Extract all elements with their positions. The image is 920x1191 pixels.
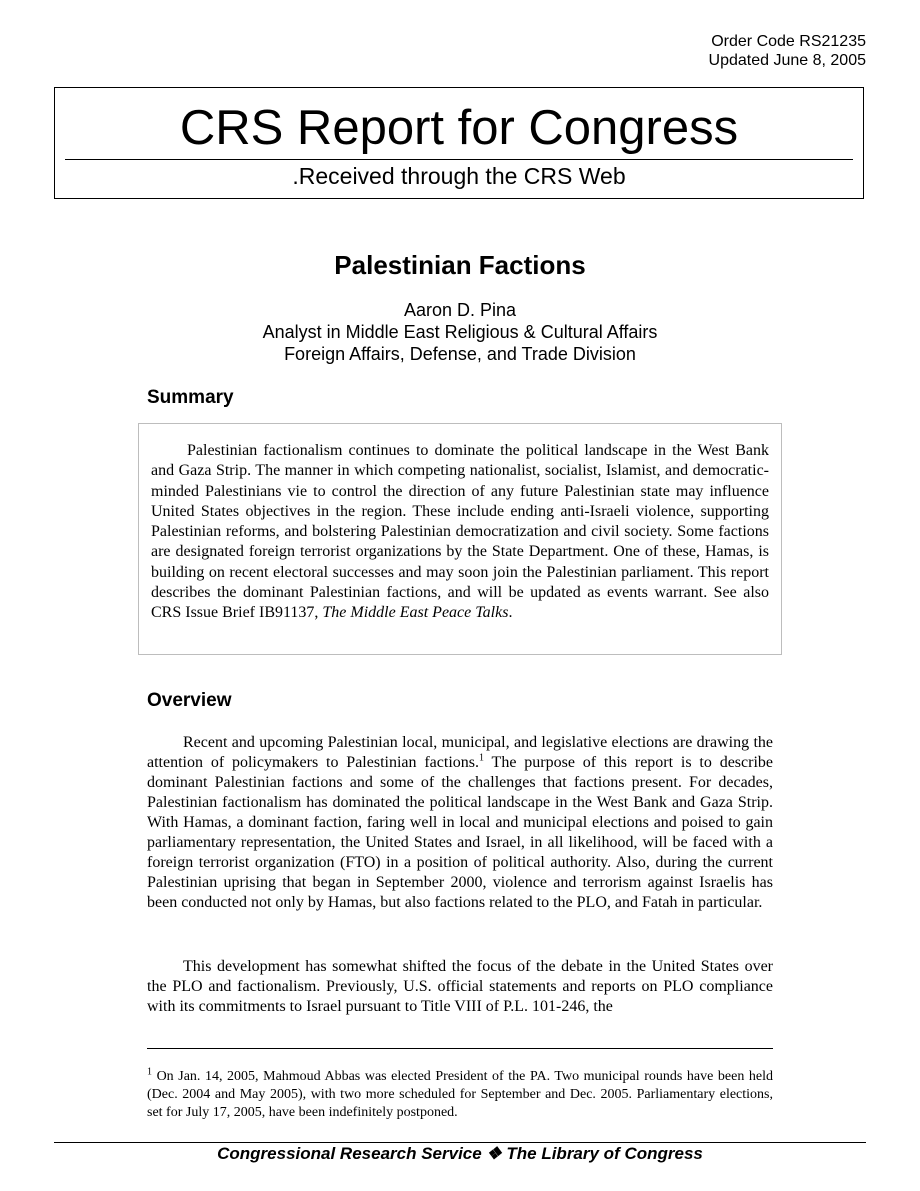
report-header-subtitle: .Received through the CRS Web [292, 163, 626, 189]
overview-paragraph-1 [147, 733, 773, 913]
footer-divider [54, 1142, 866, 1143]
footnote-reference: 1 [479, 752, 484, 764]
updated-date: Updated June 8, 2005 [708, 52, 866, 69]
overview-heading: Overview [147, 690, 232, 711]
report-header-box [54, 87, 864, 199]
author-block [0, 299, 920, 365]
summary-end: . [508, 604, 513, 622]
order-code: Order Code RS21235 [711, 33, 866, 50]
summary-heading: Summary [147, 387, 234, 408]
summary-box [138, 423, 782, 655]
page-footer: Congressional Research Service ❖ The Library of Congress [217, 1144, 703, 1163]
order-code-block [709, 32, 866, 70]
document-title: Palestinian Factions [334, 250, 586, 280]
summary-reference-title: The Middle East Peace Talks [322, 604, 509, 622]
overview-paragraph-2: This development has somewhat shifted the focus of the debate in the United States over the PLO and factionalism. Previously, U.S. official statements and reports on PLO compliance with its commitments to Israel pursuant to Title VIII of P.L. 101-246, the [147, 958, 773, 1015]
report-header-title: CRS Report for Congress [179, 101, 739, 155]
footnote-divider [147, 1048, 773, 1049]
header-divider [65, 159, 853, 160]
footnote-text: On Jan. 14, 2005, Mahmoud Abbas was elected President of the PA. Two municipal rounds have been held (Dec. 2004 and May 2005), with two more scheduled for September and Dec. 2005. Parliamentary elections, set for July 17, 2005, have been indefinitely postponed. [147, 1069, 773, 1120]
summary-text [151, 441, 769, 624]
footnote-mark: 1 [147, 1066, 152, 1078]
footnote [147, 1068, 773, 1122]
author-role: Analyst in Middle East Religious & Cultural Affairs [262, 322, 658, 342]
overview-paragraph-1-rest: The purpose of this report is to describe dominant Palestinian factions and some of the challenges that factions present. For decades, Palestinian factionalism has dominated the political landscape in the West Bank and Gaza Strip. With Hamas, a dominant faction, faring well in local and municipal elections and poised to gain parliamentary representation, the United States and Israel, in all likelihood, will be faced with a foreign terrorist organization (FTO) in a position of political authority. Also, during the current Palestinian uprising that began in September 2000, violence and terrorism against Israelis has been conducted not only by Hamas, but also factions related to the PLO, and Fatah in particular. [147, 754, 774, 911]
author-division: Foreign Affairs, Defense, and Trade Division [284, 344, 636, 364]
overview-paragraph-1-start: Recent and upcoming Palestinian local, municipal, and legislative elections are drawing the attention of policymakers to Palestinian factions. [147, 734, 773, 771]
summary-body: Palestinian factionalism continues to dominate the political landscape in the West Bank and Gaza Strip. The manner in which competing nationalist, socialist, Islamist, and democratic-minded Palestinians vie to control the direction of any future Palestinian state may influence United States objectives in the region. These include ending anti-Israeli violence, supporting Palestinian reforms, and bolstering Palestinian democratization and civil society. Some factions are designated foreign terrorist organizations by the State Department. One of these, Hamas, is building on recent electoral successes and may soon join the Palestinian parliament. This report describes the dominant Palestinian factions, and will be updated as events warrant. See also CRS Issue Brief IB91137, [151, 442, 769, 622]
author-name: Aaron D. Pina [403, 300, 517, 320]
